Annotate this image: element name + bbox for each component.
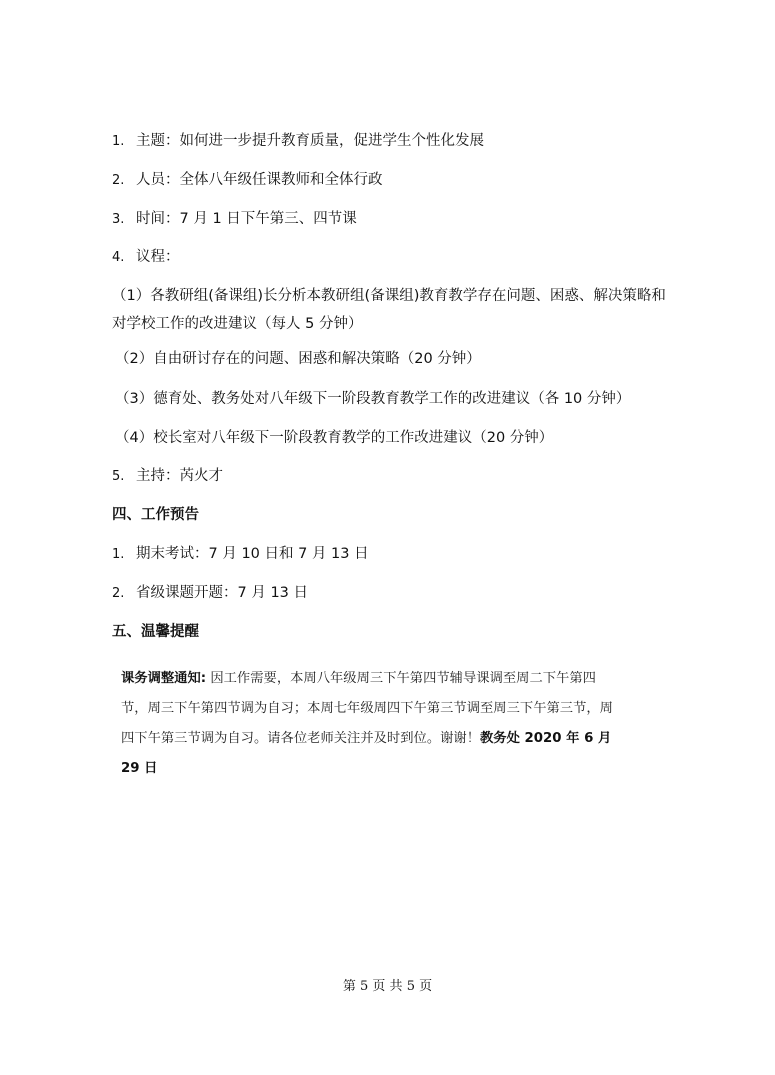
- list-item: [112, 247, 180, 268]
- list-text: 主题：如何进一步提升教育质量，促进学生个性化发展: [136, 133, 484, 149]
- agenda-item: （4）校长室对八年级下一阶段教育教学的工作改进建议（20 分钟）: [115, 430, 554, 446]
- notice-image: [121, 664, 616, 784]
- list-number: 5.: [112, 469, 125, 484]
- list-item: [112, 170, 383, 191]
- list-text: 期末考试：7 月 10 日和 7 月 13 日: [136, 546, 369, 562]
- list-number: 3.: [112, 212, 125, 227]
- page-footer: 第 5 页 共 5 页: [342, 979, 433, 994]
- list-item: [112, 466, 223, 487]
- list-item: [112, 583, 308, 604]
- agenda-item: （2）自由研讨存在的问题、困惑和解决策略（20 分钟）: [115, 351, 481, 367]
- agenda-item: （1）各教研组(备课组)长分析本教研组(备课组)教育教学存在问题、困惑、解决策略和对学校工作的改进建议（每人 5 分钟）: [112, 288, 666, 332]
- agenda-item: （3）德育处、教务处对八年级下一阶段教育教学工作的改进建议（各 10 分钟）: [115, 391, 631, 407]
- list-number: 2.: [112, 173, 125, 188]
- list-text: 人员：全体八年级任课教师和全体行政: [136, 172, 383, 188]
- list-number: 2.: [112, 586, 125, 601]
- list-text: 时间：7 月 1 日下午第三、四节课: [136, 211, 357, 227]
- list-number: 4.: [112, 250, 125, 265]
- list-item: [112, 544, 369, 565]
- notice-signature: 教务处 2020 年 6 月 29 日: [121, 731, 612, 776]
- section-heading: 五、温馨提醒: [112, 624, 199, 640]
- list-text: 议程：: [136, 249, 180, 265]
- list-number: 1.: [112, 134, 125, 149]
- notice-label: 课务调整通知:: [121, 671, 207, 686]
- section-heading: 四、工作预告: [112, 507, 199, 523]
- list-item: [112, 209, 357, 230]
- notice-body: 因工作需要，本周八年级周三下午第四节辅导课调至周二下午第四节，周三下午第四节调为自习；本周七年级周四下午第三节调至周三下午第三节，周四下午第三节调为自习。请各位老师关注并及时到位。谢谢！: [121, 671, 613, 746]
- list-number: 1.: [112, 547, 125, 562]
- list-text: 省级课题开题：7 月 13 日: [136, 585, 309, 601]
- list-item: [112, 131, 484, 152]
- list-text: 主持：芮火才: [136, 468, 223, 484]
